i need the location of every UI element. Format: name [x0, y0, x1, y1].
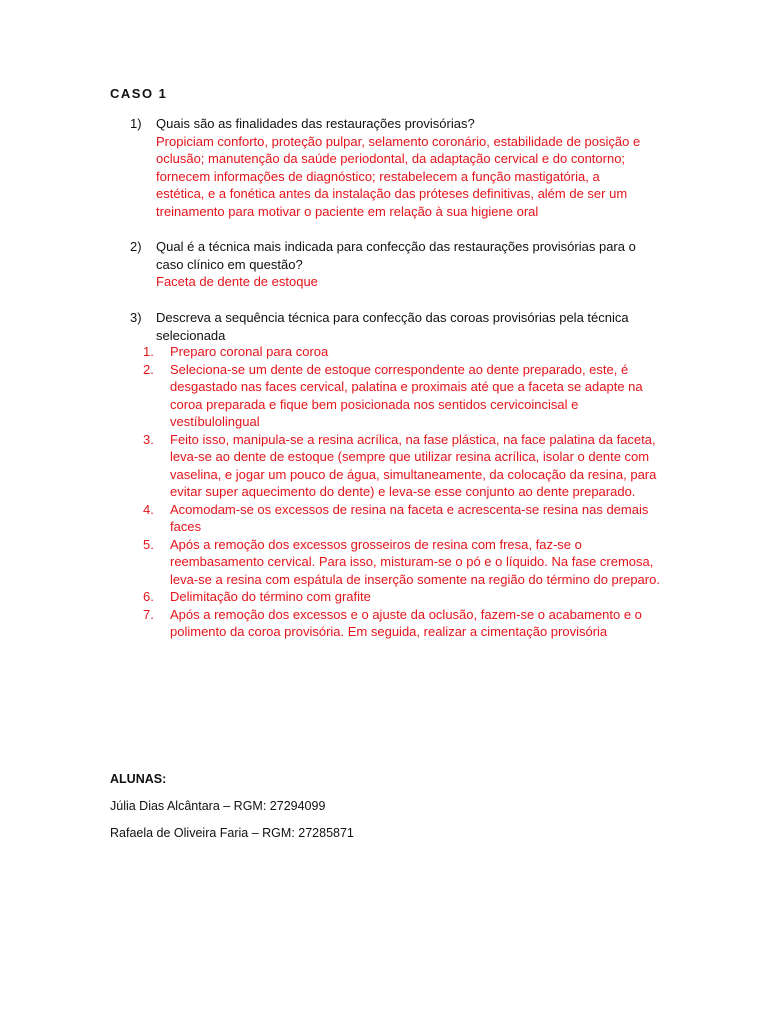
question-number: 1)	[130, 116, 142, 131]
step-item	[143, 588, 663, 606]
step-text: Preparo coronal para coroa	[170, 344, 329, 359]
step-text: Após a remoção dos excessos e o ajuste da oclusão, fazem-se o acabamento e o polimento da coroa provisória. Em seguida, realizar a cimentação provisória	[170, 606, 642, 639]
step-number: 3.	[143, 431, 154, 447]
step-item	[143, 361, 663, 431]
question-number: 3)	[130, 310, 142, 325]
step-number: 7.	[143, 606, 154, 622]
step-number: 6.	[143, 589, 154, 604]
student-name: Rafaela de Oliveira Faria – RGM: 27285871	[110, 826, 354, 840]
step-text: Acomodam-se os excessos de resina na faceta e acrescenta-se resina nas demais faces	[170, 501, 649, 534]
steps-list	[143, 343, 663, 641]
students-label: ALUNAS:	[110, 772, 167, 786]
step-text: Feito isso, manipula-se a resina acrílica, na fase plástica, na face palatina da faceta, leva-se ao dente de estoque (sempre que utilizar resina acrílica, isolar o dente com vaselina, e jogar um pouco de água, simultaneamente, da colocação da resina, para evitar super aquecimento do dente) e leva-se esse conjunto ao dente preparado.	[170, 431, 657, 499]
step-number: 1.	[143, 344, 154, 359]
answer-text: Faceta de dente de estoque	[156, 274, 318, 289]
case-title: CASO 1	[110, 86, 168, 101]
step-item	[143, 501, 663, 536]
question-2	[130, 238, 650, 291]
question-number: 2)	[130, 239, 142, 254]
step-item	[143, 536, 663, 589]
step-text: Delimitação do término com grafite	[170, 589, 371, 604]
question-text: Qual é a técnica mais indicada para confecção das restaurações provisórias para o caso clínico em questão?	[156, 239, 636, 272]
step-number: 4.	[143, 501, 154, 517]
step-number: 5.	[143, 536, 154, 552]
question-1	[130, 115, 650, 220]
step-item	[143, 343, 663, 361]
step-item	[143, 606, 663, 641]
step-number: 2.	[143, 361, 154, 377]
step-text: Seleciona-se um dente de estoque correspondente ao dente preparado, este, é desgastado nas faces cervical, palatina e proximais até que a faceta se adapte na coroa preparada e fique bem posicionada nos sentidos cervicoincisal e vestíbulolingual	[170, 361, 643, 429]
student-name: Júlia Dias Alcântara – RGM: 27294099	[110, 799, 326, 813]
question-text: Descreva a sequência técnica para confecção das coroas provisórias pela técnica selecionada	[156, 310, 629, 343]
answer-text: Propiciam conforto, proteção pulpar, selamento coronário, estabilidade de posição e oclusão; manutenção da saúde periodontal, da adaptação cervical e do contorno; fornecem informações de diagnóstico; restabelecem a função mastigatória, a estética, e a fonética antes da instalação das próteses definitivas, além de ser um treinamento para motivar o paciente em relação à sua higiene oral	[156, 133, 641, 219]
question-3	[130, 309, 650, 344]
question-text: Quais são as finalidades das restaurações provisórias?	[156, 116, 475, 131]
step-text: Após a remoção dos excessos grosseiros de resina com fresa, faz-se o reembasamento cervical. Para isso, misturam-se o pó e o líquido. Na fase cremosa, leva-se a resina com espátula de inserção somente na região do término do preparo.	[170, 536, 660, 587]
step-item	[143, 431, 663, 501]
